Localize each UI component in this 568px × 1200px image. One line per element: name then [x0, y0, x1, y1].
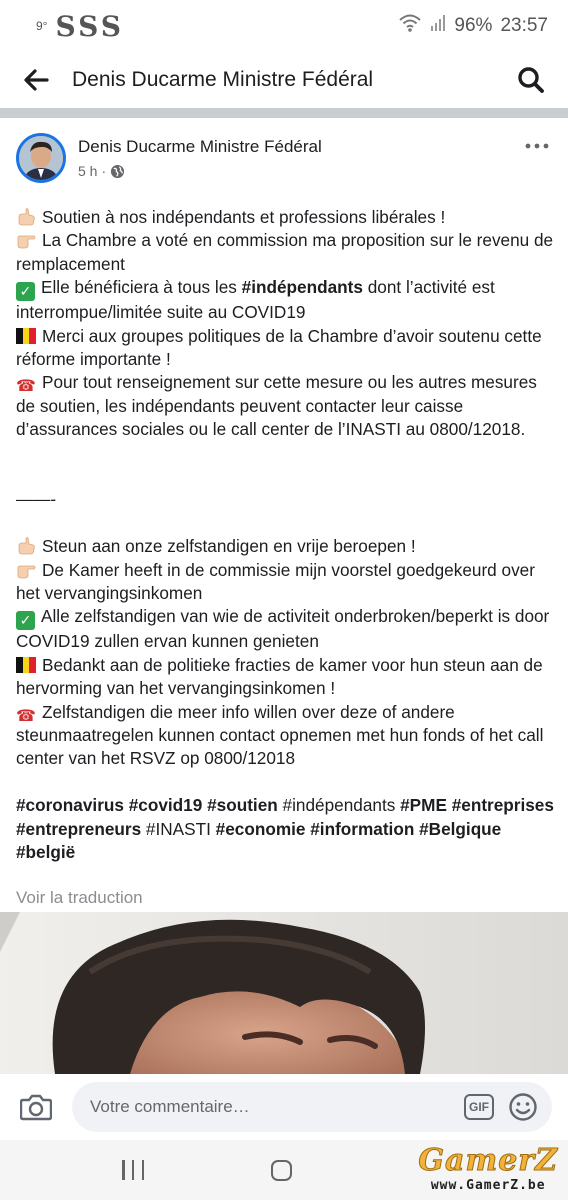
camera-icon — [20, 1093, 52, 1121]
hashtag-link[interactable]: #economie — [215, 818, 306, 839]
check-mark-icon: ✓ — [16, 282, 35, 301]
comment-input[interactable] — [72, 1082, 552, 1132]
home-button[interactable] — [271, 1160, 292, 1181]
status-clock: 23:57 — [500, 15, 548, 36]
temperature-indicator: 9° — [36, 18, 48, 33]
recent-apps-button[interactable] — [122, 1160, 144, 1180]
belgian-flag-icon — [16, 328, 36, 344]
watermark-logo: GamerZ — [418, 1143, 558, 1178]
smiley-icon — [508, 1092, 538, 1122]
post-line: Steun aan onze zelfstandigen en vrije beroepen ! — [16, 535, 556, 558]
hashtag-link[interactable]: #entreprises — [451, 795, 554, 816]
page-title: Denis Ducarme Ministre Fédéral — [72, 68, 374, 91]
hashtag-link[interactable]: #entrepreneurs — [16, 818, 142, 839]
post-line: Soutien à nos indépendants et professions libérales ! — [16, 206, 556, 229]
check-mark-icon: ✓ — [16, 611, 35, 630]
search-icon — [517, 66, 545, 94]
telephone-icon: ☎ — [16, 707, 36, 725]
post-options-button[interactable] — [522, 131, 552, 161]
arrow-left-icon — [23, 69, 49, 91]
hashtag-link[interactable]: #soutien — [207, 795, 278, 816]
hashtag-link[interactable]: #indépendants — [282, 795, 396, 816]
hashtag-link[interactable]: #belgië — [16, 842, 76, 863]
post-line: ☎ Zelfstandigen die meer info willen over deze of andere steunmaatregelen kunnen contact opnemen met hun fonds of het call center van het RSVZ op 0800/12018 — [16, 701, 544, 769]
search-button[interactable] — [514, 63, 548, 97]
telephone-icon: ☎ — [16, 378, 36, 396]
globe-icon — [110, 164, 125, 179]
hashtag-link[interactable]: #Belgique — [419, 818, 502, 839]
hashtag-link[interactable]: #INASTI — [145, 818, 211, 839]
post-line: Merci aux groupes politiques de la Chambre d’avoir soutenu cette réforme importante ! — [16, 325, 542, 370]
section-separator — [0, 108, 568, 118]
post-line: ✓ Alle zelfstandigen van wie de activiteit onderbroken/beperkt is door COVID19 zullen ervan kunnen genieten — [16, 606, 550, 652]
status-bar — [0, 0, 568, 52]
hashtag-link[interactable]: #PME — [400, 795, 447, 816]
hand-point-icon — [16, 231, 36, 249]
battery-level: 96% — [454, 15, 493, 36]
post-divider: ——- — [16, 489, 57, 510]
hand-point-icon — [16, 561, 36, 579]
belgian-flag-icon — [16, 657, 36, 673]
dot-separator: · — [101, 163, 107, 179]
more-horizontal-icon — [525, 143, 549, 149]
post-author-name[interactable]: Denis Ducarme Ministre Fédéral — [78, 137, 322, 156]
hand-ok-icon — [16, 208, 36, 226]
comment-placeholder: Votre commentaire… — [90, 1097, 250, 1116]
hashtag-link[interactable]: #coronavirus — [16, 795, 124, 816]
emoji-button[interactable] — [508, 1092, 538, 1122]
hashtag-list — [16, 794, 556, 864]
author-avatar[interactable] — [16, 133, 66, 183]
hashtag-link[interactable]: #information — [310, 818, 415, 839]
gif-button[interactable]: GIF — [464, 1094, 494, 1120]
post-photo[interactable] — [0, 912, 568, 1074]
carrier-label: SSS — [55, 9, 124, 43]
hand-ok-icon — [16, 537, 36, 555]
comment-bar — [0, 1074, 568, 1140]
post-timestamp[interactable]: 5 h — [78, 163, 98, 179]
system-nav-bar — [0, 1140, 568, 1200]
camera-button[interactable] — [16, 1087, 56, 1127]
watermark-url: www.GamerZ.be — [430, 1178, 546, 1193]
post-text — [16, 206, 556, 865]
wifi-icon — [398, 13, 422, 39]
post-line: De Kamer heeft in de commissie mijn voorstel goedgekeurd over het vervangingsinkomen — [16, 559, 535, 604]
hashtag-link[interactable]: #indépendants — [241, 277, 363, 298]
hashtag-link[interactable]: #covid19 — [128, 795, 203, 816]
see-translation-link[interactable]: Voir la traduction — [16, 888, 143, 907]
post-line: ✓ Elle bénéficiera à tous les #indépendants dont l’activité est interrompue/limitée suite au COVID19 — [16, 277, 495, 323]
post-header — [0, 118, 568, 198]
app-bar — [0, 52, 568, 108]
post-line: ☎ Pour tout renseignement sur cette mesure ou les autres mesures de soutien, les indépendants peuvent contacter leur caisse d’assurances sociales ou le call center de l’INASTI au 0800/12018. — [16, 372, 537, 440]
watermark — [418, 1144, 558, 1193]
post-line: Bedankt aan de politieke fracties de kamer voor hun steun aan de hervorming van het vervangingsinkomen ! — [16, 654, 543, 699]
post-line: La Chambre a voté en commission ma proposition sur le revenu de remplacement — [16, 230, 554, 274]
back-button[interactable] — [20, 64, 52, 96]
signal-icon — [430, 14, 446, 38]
